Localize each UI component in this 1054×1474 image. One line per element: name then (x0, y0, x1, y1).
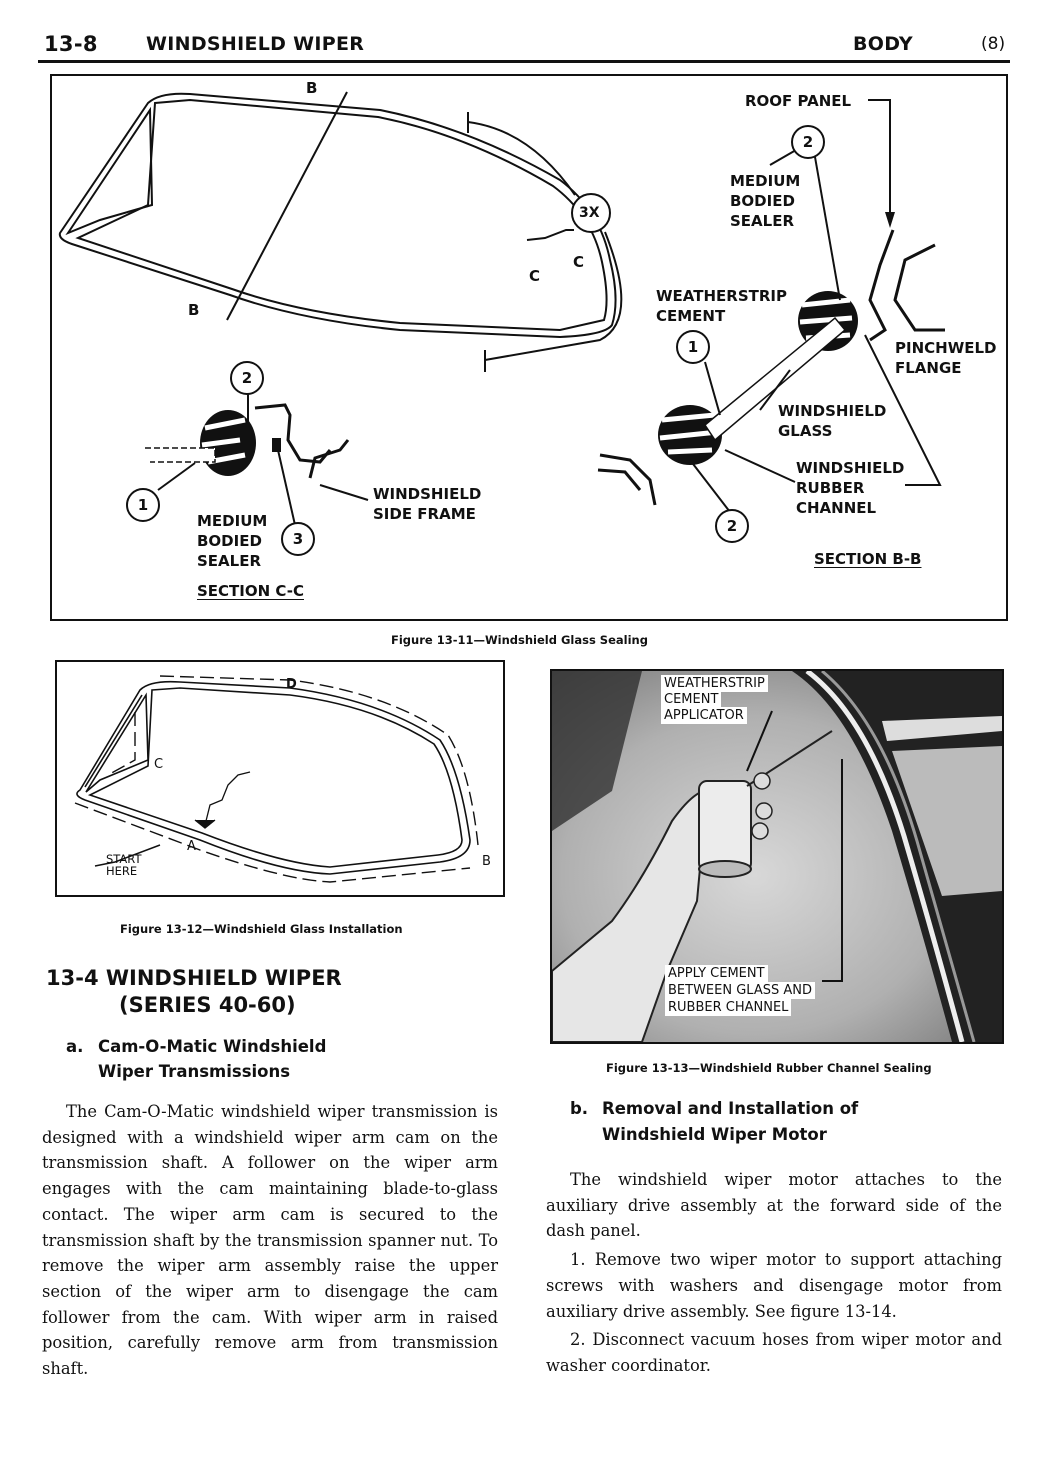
start-here-line2: HERE (106, 864, 138, 878)
section-13-4-heading-line2: (SERIES 40-60) (119, 993, 296, 1017)
subsection-a-letter: a. (66, 1037, 84, 1056)
figure-13-12-tool (195, 772, 250, 828)
figure-13-13-caption: Figure 13-13—Windshield Rubber Channel Sealing (606, 1061, 932, 1075)
subsection-a-paragraph (42, 1099, 498, 1382)
figure-13-12-caption: Figure 13-12—Windshield Glass Installation (120, 922, 403, 936)
callout-3-cc: 3 (281, 522, 315, 556)
channel-label-line1: WINDSHIELD (796, 459, 905, 477)
sealer-label-cc-line1: MEDIUM (197, 512, 268, 530)
sealer-label-cc-line3: SEALER (197, 552, 262, 570)
label-c-right: C (573, 253, 585, 271)
pinchweld-label-line2: FLANGE (895, 359, 962, 377)
roof-panel-label: ROOF PANEL (745, 92, 852, 110)
paragraph-step-2: 2. Disconnect vacuum hoses from wiper motor and washer coordinator. (546, 1330, 1002, 1375)
applicator-label-line2: CEMENT (661, 691, 721, 708)
callout-1-cc: 1 (126, 488, 160, 522)
label-c: C (154, 757, 164, 772)
callout-2-bb-top: 2 (791, 125, 825, 159)
paragraph-step-1: 1. Remove two wiper motor to support attaching screws with washers and disengage motor from auxiliary drive assembly. See figure 13-14. (546, 1250, 1002, 1321)
weatherstrip-label-line1: WEATHERSTRIP (656, 287, 787, 305)
label-a: A (187, 839, 196, 854)
photo-applicator-can (699, 781, 751, 871)
section-title: WINDSHIELD WIPER (146, 33, 365, 55)
sealer-label-cc-line2: BODIED (197, 532, 262, 550)
sealer-label-bb-line2: BODIED (730, 192, 795, 210)
apply-cement-label-line3: RUBBER CHANNEL (665, 999, 791, 1016)
label-d: D (286, 677, 297, 692)
side-frame-label-line2: SIDE FRAME (373, 505, 476, 523)
label-3x: 3X (579, 205, 600, 221)
paragraph-motor-intro: The windshield wiper motor attaches to the auxiliary drive assembly at the forward side of the dash panel. (546, 1170, 1002, 1241)
sealer-label-bb-line3: SEALER (730, 212, 795, 230)
channel-label-line2: RUBBER (796, 479, 865, 497)
label-b-top: B (306, 79, 318, 97)
subsection-a-title-line2: Wiper Transmissions (98, 1062, 291, 1081)
subsection-b-title-line2: Windshield Wiper Motor (602, 1125, 827, 1144)
label-b-bottom: B (188, 301, 200, 319)
apply-cement-label-line1: APPLY CEMENT (665, 965, 768, 982)
weatherstrip-label-line2: CEMENT (656, 307, 726, 325)
label-b: B (482, 854, 491, 869)
page-number: 13-8 (44, 32, 98, 56)
subsection-b-letter: b. (570, 1099, 589, 1118)
start-here-line1: START (106, 852, 142, 866)
subsection-b-body (546, 1167, 1002, 1379)
callout-2-bb-bottom: 2 (715, 509, 749, 543)
applicator-label-line1: WEATHERSTRIP (661, 675, 768, 692)
category-label: BODY (853, 33, 913, 55)
subsection-b-title-line1: Removal and Installation of (602, 1099, 859, 1118)
subsection-a-title-line1: Cam-O-Matic Windshield (98, 1037, 327, 1056)
pinchweld-label-line1: PINCHWELD (895, 339, 997, 357)
photo-dark-corner (552, 671, 642, 831)
channel-label-line3: CHANNEL (796, 499, 877, 517)
callout-1-bb: 1 (676, 330, 710, 364)
sealer-label-bb-line1: MEDIUM (730, 172, 801, 190)
category-number: (8) (981, 34, 1006, 54)
label-c-left: C (529, 267, 541, 285)
section-bb-title: SECTION B-B (814, 550, 922, 568)
callout-2-cc: 2 (230, 361, 264, 395)
side-frame-label-line1: WINDSHIELD (373, 485, 482, 503)
glass-label-line1: WINDSHIELD (778, 402, 887, 420)
section-13-4-heading-line1: 13-4 WINDSHIELD WIPER (46, 966, 342, 990)
applicator-label-line3: APPLICATOR (661, 707, 747, 724)
glass-label-line2: GLASS (778, 422, 833, 440)
section-cc-title: SECTION C-C (197, 582, 304, 600)
figure-13-11-caption: Figure 13-11—Windshield Glass Sealing (391, 633, 648, 647)
paragraph-cam-o-matic: The Cam-O-Matic windshield wiper transmission is designed with a windshield wiper arm cam on the transmission shaft. A follower on the wiper arm engages with the cam maintaining blade-to-glass contact. The wiper arm cam is secured to the transmission shaft by the transmission spanner nut. To remove the wiper arm assembly raise the upper section of the wiper arm to disengage the cam follower from the cam. With wiper arm in raised position, carefully remove arm from transmission shaft. (42, 1102, 498, 1379)
apply-cement-label-line2: BETWEEN GLASS AND (665, 982, 815, 999)
